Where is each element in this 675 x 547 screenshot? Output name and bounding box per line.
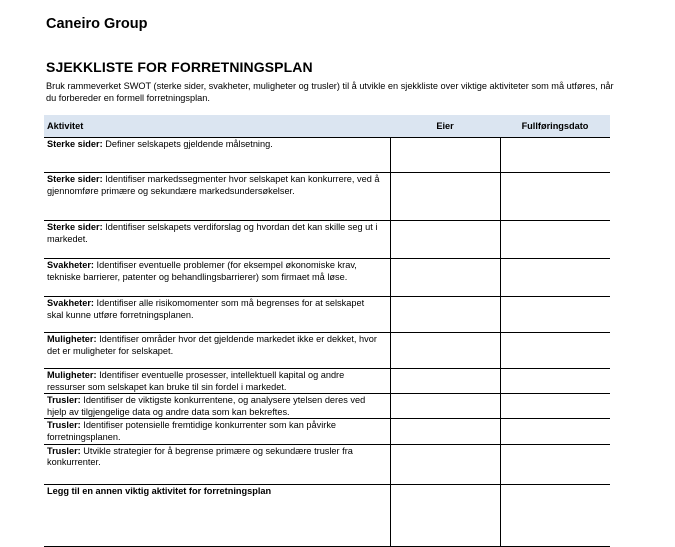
intro-text: Bruk rammeverket SWOT (sterke sider, svakheter, muligheter og trusler) til å utvikle en sjekkliste over viktige aktiviteter som må utføres, når du forbereder en formell forretningsplan. xyxy=(46,81,614,103)
table-row xyxy=(44,444,610,484)
column-header-activity: Aktivitet xyxy=(44,115,390,138)
owner-cell[interactable] xyxy=(390,221,500,259)
activity-cell xyxy=(44,369,390,394)
table-row xyxy=(44,394,610,419)
activity-category: Svakheter: xyxy=(47,260,94,270)
completion-date-cell[interactable] xyxy=(500,484,610,546)
completion-date-cell[interactable] xyxy=(500,138,610,173)
activity-cell xyxy=(44,297,390,333)
activity-cell xyxy=(44,484,390,546)
activity-category: Legg til en annen viktig aktivitet for forretningsplan xyxy=(47,485,272,496)
activity-cell xyxy=(44,394,390,419)
activity-cell xyxy=(44,173,390,221)
owner-cell[interactable] xyxy=(390,484,500,546)
owner-cell[interactable] xyxy=(390,394,500,419)
activity-category: Trusler: xyxy=(47,395,81,406)
table-row xyxy=(44,297,610,333)
activity-description: Identifiser områder hvor det gjeldende markedet ikke er dekket, hvor det er muligheter for selskapet. xyxy=(47,334,377,356)
company-name: Caneiro Group xyxy=(46,16,148,32)
activity-cell xyxy=(44,259,390,297)
table-row xyxy=(44,138,610,173)
activity-cell xyxy=(44,333,390,369)
owner-cell[interactable] xyxy=(390,173,500,221)
activity-description: Identifiser eventuelle prosesser, intellektuell kapital og andre ressurser som selskapet kan bruke til sin fordel i markedet. xyxy=(47,370,345,392)
activity-category: Muligheter: xyxy=(47,334,97,344)
completion-date-cell[interactable] xyxy=(500,444,610,484)
table-header-row xyxy=(44,115,610,138)
activity-description: Identifiser selskapets verdiforslag og hvordan det kan skille seg ut i markedet. xyxy=(47,222,378,244)
table-row xyxy=(44,221,610,259)
completion-date-cell[interactable] xyxy=(500,297,610,333)
owner-cell[interactable] xyxy=(390,297,500,333)
owner-cell[interactable] xyxy=(390,333,500,369)
table-row xyxy=(44,484,610,546)
completion-date-cell[interactable] xyxy=(500,173,610,221)
table-row xyxy=(44,333,610,369)
owner-cell[interactable] xyxy=(390,419,500,444)
owner-cell[interactable] xyxy=(390,444,500,484)
table-row xyxy=(44,419,610,444)
owner-cell[interactable] xyxy=(390,369,500,394)
completion-date-cell[interactable] xyxy=(500,394,610,419)
completion-date-cell[interactable] xyxy=(500,221,610,259)
activity-category: Sterke sider: xyxy=(47,174,103,184)
table-row xyxy=(44,259,610,297)
activity-cell xyxy=(44,444,390,484)
completion-date-cell[interactable] xyxy=(500,259,610,297)
activity-cell xyxy=(44,419,390,444)
activity-description: Identifiser eventuelle problemer (for eksempel økonomiske krav, tekniske barrierer, patenter og behandlingsbarrierer) som firmaet må løse. xyxy=(47,260,357,282)
activity-category: Muligheter: xyxy=(47,370,97,380)
activity-category: Sterke sider: xyxy=(47,139,103,149)
completion-date-cell[interactable] xyxy=(500,333,610,369)
table-row xyxy=(44,173,610,221)
column-header-owner: Eier xyxy=(390,115,500,138)
activity-description: Identifiser alle risikomomenter som må begrenses for at selskapet skal kunne utføre forretningsplanen. xyxy=(47,298,365,320)
activity-category: Sterke sider: xyxy=(47,222,103,232)
completion-date-cell[interactable] xyxy=(500,419,610,444)
owner-cell[interactable] xyxy=(390,259,500,297)
owner-cell[interactable] xyxy=(390,138,500,173)
table-row xyxy=(44,369,610,394)
column-header-completion-date: Fullføringsdato xyxy=(500,115,610,138)
activity-category: Trusler: xyxy=(47,420,81,431)
activity-cell xyxy=(44,221,390,259)
page-title: SJEKKLISTE FOR FORRETNINGSPLAN xyxy=(46,59,313,75)
completion-date-cell[interactable] xyxy=(500,369,610,394)
activity-description: Utvikle strategier for å begrense primære og sekundære trusler fra konkurrenter. xyxy=(47,445,353,468)
activity-description: Identifiser de viktigste konkurrentene, og analysere ytelsen deres ved hjelp av tilgjengelige data og andre data som kan bekreftes. xyxy=(47,395,366,417)
activity-cell xyxy=(44,138,390,173)
activity-category: Trusler: xyxy=(47,445,81,456)
activity-category: Svakheter: xyxy=(47,298,94,308)
checklist-table xyxy=(44,115,610,547)
activity-description: Identifiser markedssegmenter hvor selskapet kan konkurrere, ved å gjennomføre primære og sekundære markedsundersøkelser. xyxy=(47,174,380,196)
activity-description: Identifiser potensielle fremtidige konkurrenter som kan påvirke forretningsplanen. xyxy=(47,420,337,442)
activity-description: Definer selskapets gjeldende målsetning. xyxy=(105,139,273,149)
